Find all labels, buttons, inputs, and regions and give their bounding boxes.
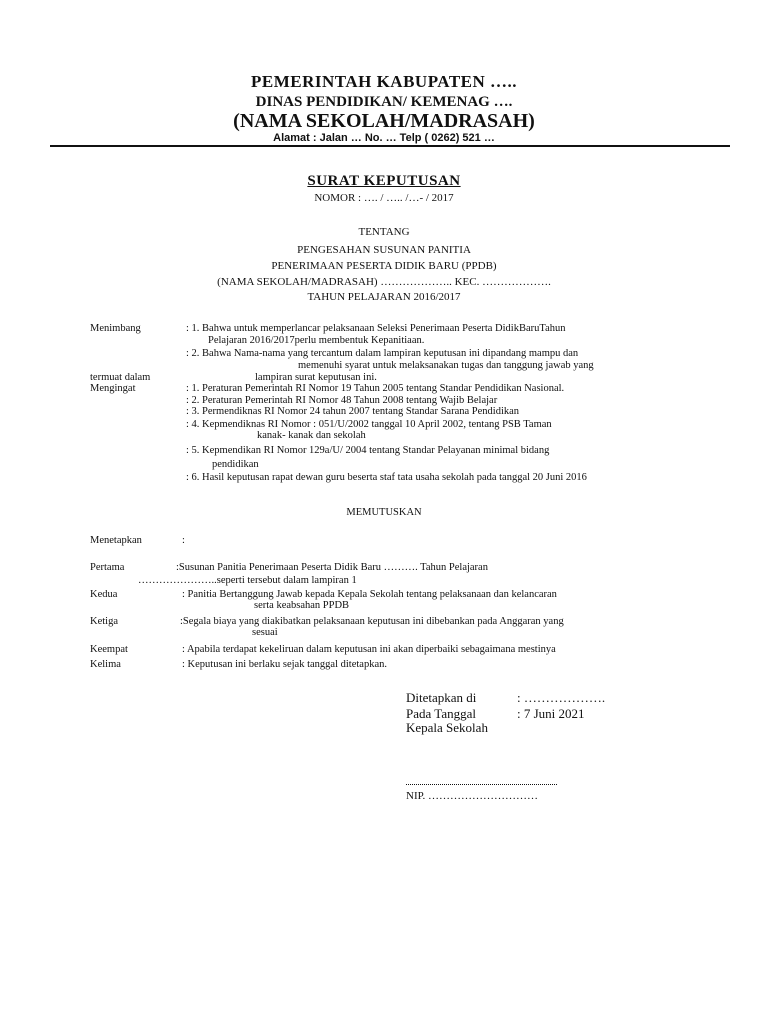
kelima-text: : Keputusan ini berlaku sejak tanggal ditetapkan. (182, 659, 387, 670)
ketiga-text: :Segala biaya yang diakibatkan pelaksanaan keputusan ini dibebankan pada Anggaran yang (180, 616, 564, 627)
letterhead-address: Alamat : Jalan … No. … Telp ( 0262) 521 … (273, 132, 495, 144)
kelima-label: Kelima (90, 659, 121, 670)
tanggal-value: : 7 Juni 2021 (517, 706, 585, 721)
mengingat-item: : 4. Kepmendiknas RI Nomor : 051/U/2002 tanggal 10 April 2002, tentang PSB Taman (186, 419, 552, 430)
ditetapkan-label: Ditetapkan di (406, 690, 477, 705)
mengingat-item: : 6. Hasil keputusan rapat dewan guru beserta staf tata usaha sekolah pada tanggal 20 Juni 2016 (186, 472, 587, 483)
mengingat-label: Mengingat (90, 383, 136, 394)
mengingat-item-cont: pendidikan (212, 459, 259, 470)
mengingat-item: : 3. Permendiknas RI Nomor 24 tahun 2007 tentang Standar Sarana Pendidikan (186, 406, 520, 417)
menimbang-item: : 1. Bahwa untuk memperlancar pelaksanaan Seleksi Penerimaan Peserta DidikBaruTahun (186, 323, 566, 334)
menetapkan-label: Menetapkan (90, 535, 142, 546)
memutuskan-heading: MEMUTUSKAN (346, 507, 422, 518)
letterhead-divider (50, 145, 730, 147)
menetapkan-text: : (182, 535, 185, 546)
menimbang-item: : 2. Bahwa Nama-nama yang tercantum dalam lampiran keputusan ini dipandang mampu dan (186, 348, 579, 359)
keempat-label: Keempat (90, 644, 128, 655)
subject-line: PENERIMAAN PESERTA DIDIK BARU (PPDB) (271, 260, 497, 272)
menimbang-item-cont: memenuhi syarat untuk melaksanakan tugas dan tanggung jawab yang (298, 360, 594, 371)
subject-line: (NAMA SEKOLAH/MADRASAH) ……………….. KEC. ………………. (217, 276, 551, 288)
document-title: SURAT KEPUTUSAN (307, 173, 461, 189)
jabatan-label: Kepala Sekolah (406, 720, 488, 735)
mengingat-item: : 1. Peraturan Pemerintah RI Nomor 19 Tahun 2005 tentang Standar Pendidikan Nasional. (186, 383, 565, 394)
pertama-label: Pertama (90, 562, 125, 573)
menimbang-item-cont: Pelajaran 2016/2017perlu membentuk Kepanitiaan. (208, 335, 425, 346)
mengingat-item: : 2. Peraturan Pemerintah RI Nomor 48 Tahun 2008 tentang Wajib Belajar (186, 395, 498, 406)
nip-label: NIP. ………………………… (406, 790, 539, 802)
letterhead-school-name: (NAMA SEKOLAH/MADRASAH) (233, 110, 535, 132)
kedua-text-cont: serta keabsahan PPDB (254, 600, 350, 611)
kedua-label: Kedua (90, 589, 118, 600)
pertama-text-cont: …………………..seperti tersebut dalam lampiran 1 (138, 575, 357, 586)
signature-line (406, 784, 557, 785)
letterhead-government: PEMERINTAH KABUPATEN ….. (250, 72, 518, 91)
pertama-text: :Susunan Panitia Penerimaan Peserta Didik Baru ………. Tahun Pelajaran (176, 562, 488, 573)
tentang-label: TENTANG (358, 226, 410, 238)
mengingat-item: : 5. Kepmendikan RI Nomor 129a/U/ 2004 tentang Standar Pelayanan minimal bidang (186, 445, 550, 456)
ketiga-text-cont: sesuai (252, 627, 278, 638)
ketiga-label: Ketiga (90, 616, 118, 627)
termuat-label: termuat dalam (90, 372, 151, 383)
menimbang-label: Menimbang (90, 323, 141, 334)
ditetapkan-value: : ………………. (517, 690, 606, 705)
subject-line: PENGESAHAN SUSUNAN PANITIA (297, 244, 471, 256)
subject-line: TAHUN PELAJARAN 2016/2017 (307, 291, 461, 303)
kedua-text: : Panitia Bertanggung Jawab kepada Kepala Sekolah tentang pelaksanaan dan kelancaran (182, 589, 557, 600)
document-number: NOMOR : …. / ….. /…- / 2017 (314, 192, 454, 204)
tanggal-label: Pada Tanggal (406, 706, 476, 721)
mengingat-item-cont: kanak- kanak dan sekolah (257, 430, 366, 441)
keempat-text: : Apabila terdapat kekeliruan dalam keputusan ini akan diperbaiki sebagaimana mestinya (182, 644, 556, 655)
letterhead-agency: DINAS PENDIDIKAN/ KEMENAG …. (255, 94, 513, 110)
menimbang-item-cont: lampiran surat keputusan ini. (255, 372, 377, 383)
